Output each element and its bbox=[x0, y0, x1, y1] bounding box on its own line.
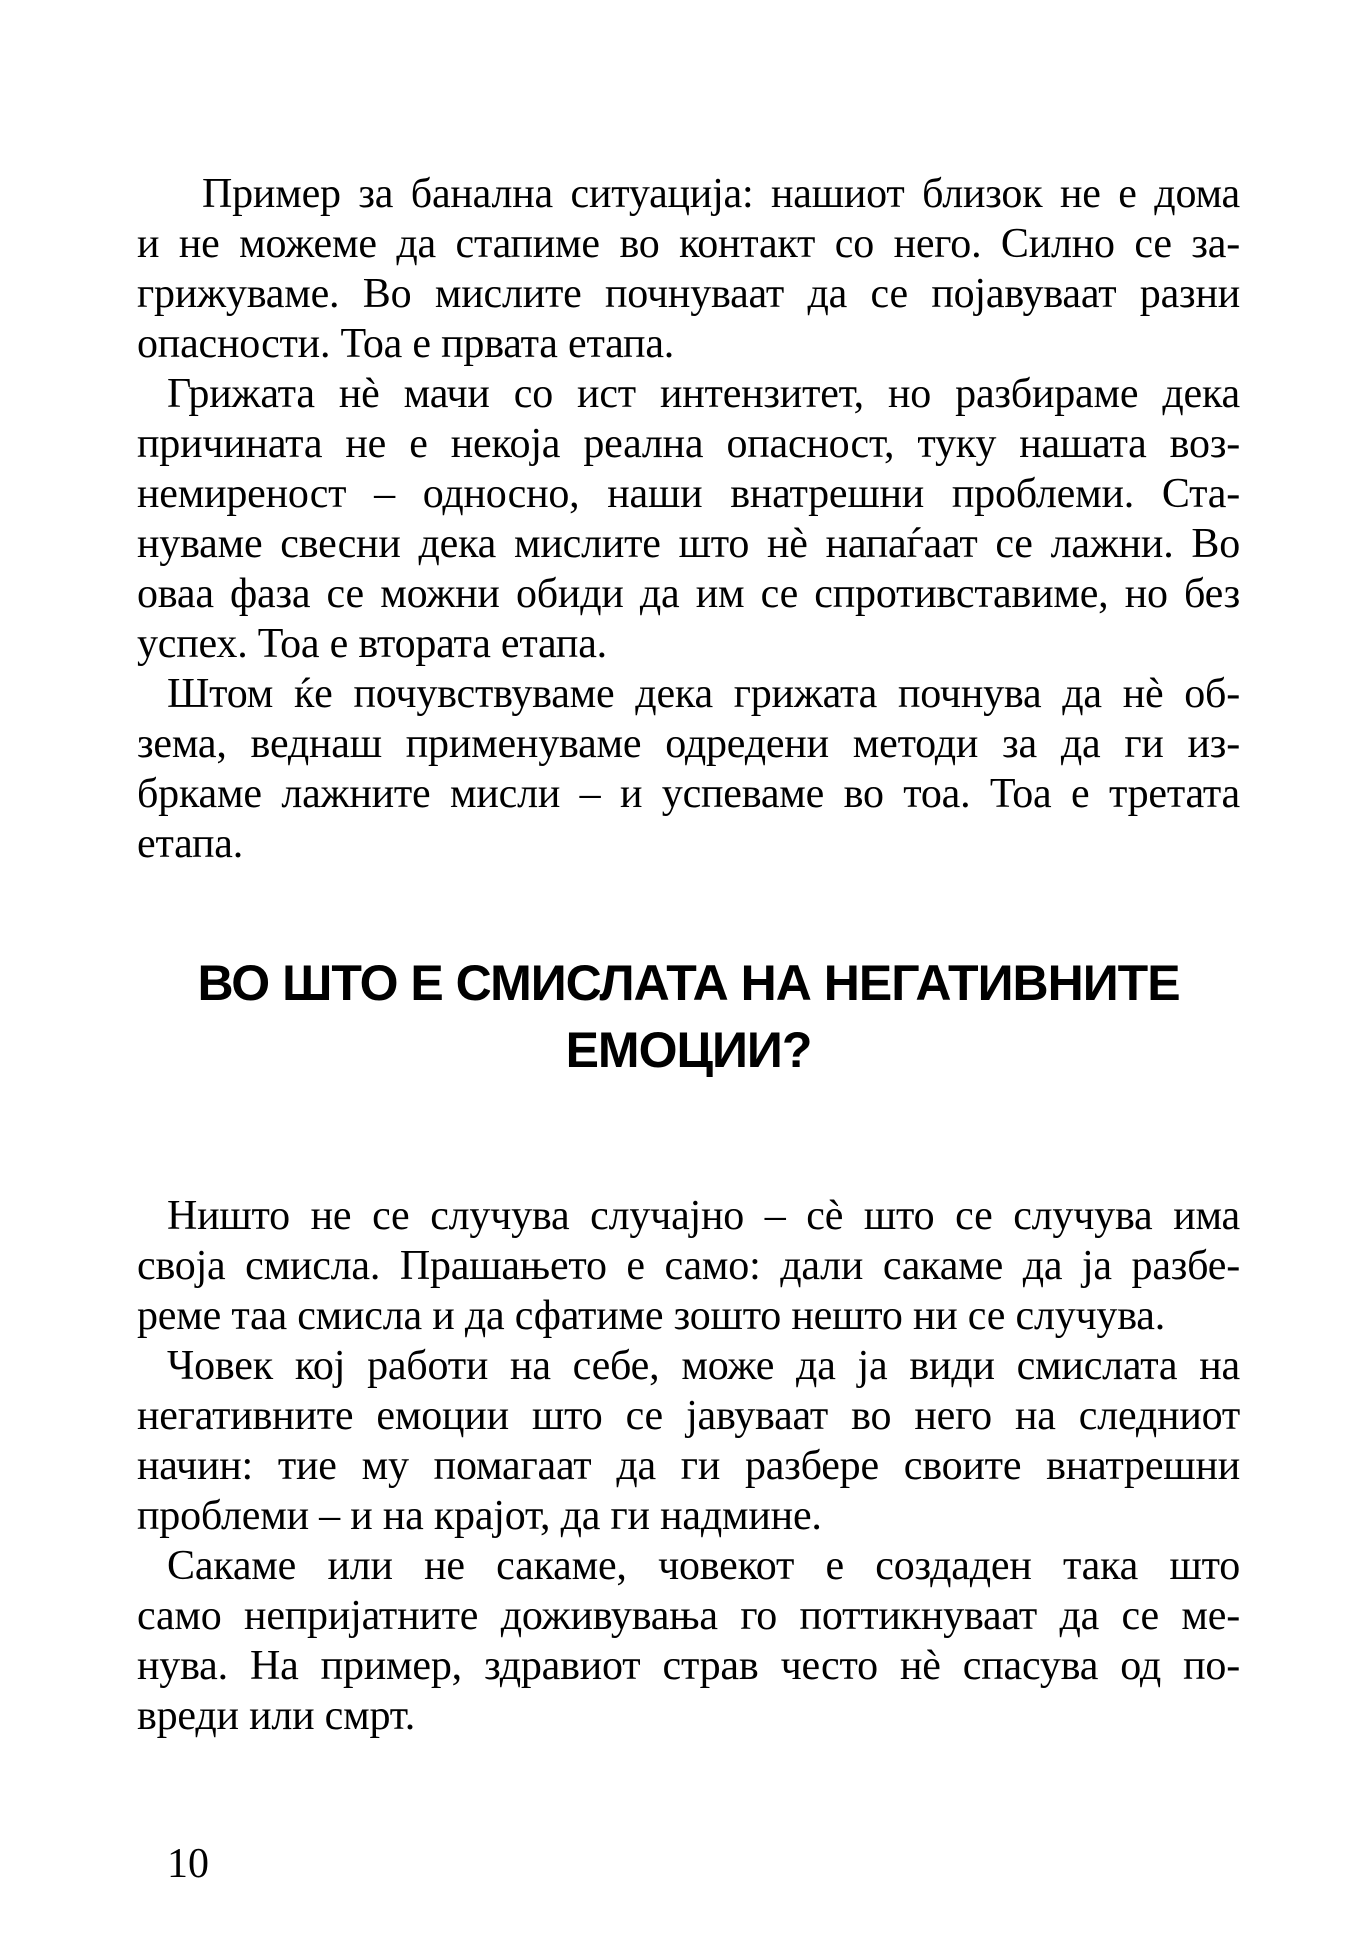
paragraph-line: Пример за банална ситуација: нашиот близок не е дома bbox=[202, 171, 1240, 217]
paragraph bbox=[137, 1341, 1240, 1541]
paragraph-line: бркаме лажните мисли – и успеваме во тоа. Тоа е третата bbox=[137, 771, 1240, 817]
paragraph bbox=[137, 1191, 1240, 1341]
paragraph-line: негативните емоции што се јавуваат во него на следниот bbox=[137, 1393, 1240, 1439]
paragraph-line: Ништо не се случува случајно – сѐ што се случува има bbox=[167, 1193, 1240, 1239]
paragraph bbox=[137, 369, 1240, 669]
paragraph-line: грижуваме. Во мислите почнуваат да се појавуваат разни bbox=[137, 271, 1240, 317]
paragraph-line: причината не е некоја реална опасност, туку нашата воз- bbox=[137, 421, 1240, 467]
paragraph-line: етапа. bbox=[137, 821, 244, 867]
paragraph-line: Штом ќе почувствуваме дека грижата почнува да нѐ об- bbox=[167, 671, 1240, 717]
chapter-heading-line-2: ЕМОЦИИ? bbox=[565, 1022, 812, 1078]
paragraph bbox=[137, 169, 1240, 369]
page-number: 10 bbox=[167, 1841, 209, 1887]
paragraph bbox=[137, 1541, 1240, 1741]
paragraph-line: нува. На пример, здравиот страв често нѐ спасува од по- bbox=[137, 1643, 1240, 1689]
paragraph-line: само непријатните доживувања го поттикнуваат да се ме- bbox=[137, 1593, 1240, 1639]
text-column bbox=[137, 0, 1240, 1741]
paragraph-line: своја смисла. Прашањето е само: дали сакаме да ја разбе- bbox=[137, 1243, 1240, 1289]
paragraph-line: Грижата нѐ мачи со ист интензитет, но разбираме дека bbox=[167, 371, 1240, 417]
paragraph-line: нуваме свесни дека мислите што нѐ напаѓаат се лажни. Во bbox=[137, 521, 1240, 567]
body-text-bottom bbox=[137, 1191, 1240, 1741]
paragraph-line: реме таа смисла и да сфатиме зошто нешто ни се случува. bbox=[137, 1293, 1166, 1339]
paragraph-line: оваа фаза се можни обиди да им се спротивставиме, но без bbox=[137, 571, 1240, 617]
paragraph-line: проблеми – и на крајот, да ги надмине. bbox=[137, 1493, 822, 1539]
chapter-heading bbox=[137, 950, 1240, 1084]
paragraph bbox=[137, 669, 1240, 869]
paragraph-line: успех. Тоа е втората етапа. bbox=[137, 621, 607, 667]
paragraph-line: и не можеме да стапиме во контакт со него. Силно се за- bbox=[137, 221, 1240, 267]
paragraph-line: опасности. Тоа е првата етапа. bbox=[137, 321, 675, 367]
paragraph-line: зема, веднаш применуваме одредени методи за да ги из- bbox=[137, 721, 1240, 767]
body-text-top bbox=[137, 169, 1240, 869]
paragraph-line: вреди или смрт. bbox=[137, 1693, 416, 1739]
paragraph-line: Сакаме или не сакаме, човекот е создаден така што bbox=[167, 1543, 1240, 1589]
paragraph-line: немиреност – односно, наши внатрешни проблеми. Ста- bbox=[137, 471, 1240, 517]
paragraph-line: начин: тие му помагаат да ги разбере своите внатрешни bbox=[137, 1443, 1240, 1489]
chapter-heading-line-1: ВО ШТО Е СМИСЛАТА НА НЕГАТИВНИТЕ bbox=[197, 955, 1180, 1011]
paragraph-line: Човек кој работи на себе, може да ја види смислата на bbox=[167, 1343, 1240, 1389]
